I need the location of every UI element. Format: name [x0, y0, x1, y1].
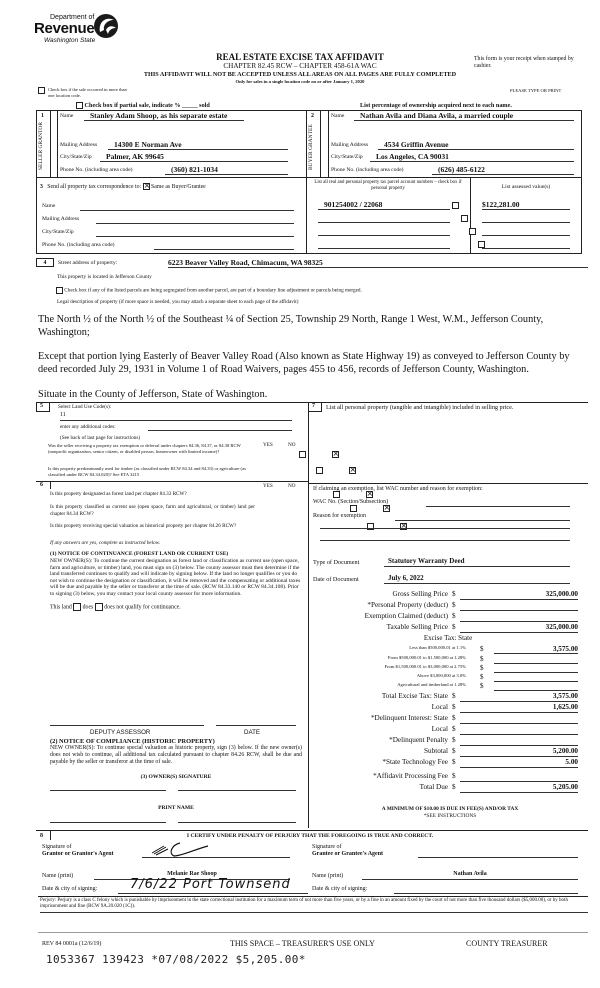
total-state-field[interactable]: 3,575.00: [460, 692, 578, 702]
total-state-label: Total Excise Tax: State: [381, 692, 448, 700]
grantee-signature-label: [312, 844, 383, 858]
corr-address-field[interactable]: [96, 216, 294, 224]
local-tax-field[interactable]: 1,625.00: [460, 703, 578, 713]
grantor-signature-field[interactable]: [142, 843, 290, 858]
reason-field-2[interactable]: [320, 528, 570, 529]
qualify-row: [50, 603, 181, 611]
seller-side-label: SELLER GRANTOR: [38, 121, 44, 170]
tax-tier-field-4[interactable]: [494, 673, 578, 682]
deputy-assessor-label: DEPUTY ASSESSOR: [90, 729, 151, 736]
delinquent-state-label: *Delinquent Interest: State: [370, 714, 448, 722]
grantor-name-field[interactable]: Melanie Rae Shoop: [94, 871, 290, 880]
dor-logo: [34, 10, 134, 50]
seller-city-label: City/State/Zip: [60, 154, 92, 160]
doc-date-field[interactable]: July 6, 2022: [384, 574, 570, 584]
total-due-field[interactable]: 5,205.00: [460, 783, 578, 793]
print-name-label: PRINT NAME: [158, 805, 194, 811]
excise-header: Excise Tax: State: [423, 634, 473, 642]
owner-signature-line-2[interactable]: [178, 790, 296, 791]
currency-symbol: $: [452, 692, 456, 700]
buyer-phone-label: Phone No. (including area code): [331, 167, 404, 173]
designation-q1-yes[interactable]: [333, 491, 340, 498]
tax-tier-row-2: [318, 655, 598, 664]
segregation-checkbox[interactable]: [56, 287, 63, 294]
delinquent-state-field[interactable]: [460, 714, 578, 724]
grantor-name-label: Name (print): [42, 873, 74, 879]
segregation-checkbox-row[interactable]: [56, 287, 362, 294]
corr-phone-field[interactable]: [154, 242, 294, 250]
section-4-number-text: 4: [43, 260, 47, 266]
designation-q2-yes[interactable]: [350, 505, 357, 512]
currency-symbol: $: [480, 645, 484, 653]
corr-city-field[interactable]: [96, 229, 294, 237]
parcel-number-field-1[interactable]: 901254002 / 22068: [318, 200, 450, 210]
exemption-claimed-row: [318, 612, 598, 623]
currency-symbol: $: [452, 772, 456, 780]
land-use-q1-yes[interactable]: [299, 451, 306, 458]
land-use-label: Select Land Use Code(s):: [58, 404, 112, 410]
owner-signature-line-1[interactable]: [50, 790, 166, 791]
land-use-yes-header: YES: [263, 442, 273, 448]
buyer-name-field[interactable]: Nathan Avila and Diana Avila, a married couple: [354, 111, 574, 121]
exemption-label: If claiming an exemption, list WAC number and reason for exemption:: [313, 486, 483, 492]
land-use-q2-yes[interactable]: [316, 467, 323, 474]
delinquent-local-label: Local: [431, 725, 448, 733]
qualify-does-not-checkbox[interactable]: [95, 603, 103, 611]
seller-phone-label: Phone No. (including area code): [60, 167, 133, 173]
section-3-number: 3: [40, 183, 43, 190]
tech-fee-field[interactable]: 5.00: [460, 758, 578, 768]
print-name-line-2[interactable]: [178, 822, 296, 823]
gross-selling-price-field[interactable]: 325,000.00: [460, 590, 578, 600]
delinquent-penalty-row: [318, 736, 598, 747]
seller-name-field[interactable]: Stanley Adam Shoop, as his separate estate: [84, 111, 244, 121]
land-use-q1: Was the seller receiving a property tax exemption or deferral under chapters 84.36, 84.37, or 84.38 RCW (nonprofit organization, senior citizen, or disabled person, homeowner with limited income)?: [48, 443, 241, 454]
total-due-label: Total Due: [419, 783, 448, 791]
land-use-no-header: NO: [288, 442, 296, 448]
grantee-signature-field[interactable]: [418, 843, 578, 858]
seller-phone-field[interactable]: (360) 821-1034: [165, 165, 288, 175]
designation-q1: Is this property designated as forest land per chapter 84.33 RCW?: [50, 491, 187, 497]
delinquent-local-field[interactable]: [460, 725, 578, 735]
notice-1-text: NEW OWNER(S): To continue the current designation as forest land or classification as current use (open space, farm and agriculture, or timber) land, you must sign on (3) below. The county assessor must then determine if the land transferred continues to qualify and will indicate by signing below. If the land no longer qualifies or you do not wish to continue the designation or classification, it will be removed and the compensating or additional taxes will be due and payable by the seller or transferor at the time of sale. (RCW 84.33.140 or RCW 84.34.108). Prior to signing (3) below, you may contact your local county assessor for more information.: [50, 558, 301, 597]
designation-no-header: NO: [288, 483, 296, 489]
assessed-value-field-2[interactable]: [482, 214, 570, 223]
logo-line-3: Washington State: [44, 37, 96, 44]
ownership-note: List percentage of ownership acquired next to each name.: [360, 102, 512, 109]
currency-symbol: $: [452, 601, 456, 609]
designation-q2-no[interactable]: [383, 505, 390, 512]
grantee-name-label: Name (print): [312, 873, 344, 879]
buyer-address-label: Mailing Address: [331, 142, 369, 148]
reason-field-3[interactable]: [320, 540, 570, 541]
currency-symbol: $: [452, 612, 456, 620]
form-subtitle: CHAPTER 82.45 RCW – CHAPTER 458-61A WAC: [223, 62, 377, 70]
county-treasurer: COUNTY TREASURER: [466, 939, 548, 948]
please-print-note: PLEASE TYPE OR PRINT: [510, 88, 562, 93]
partial-sale-checkbox[interactable]: [76, 102, 83, 109]
currency-symbol: $: [452, 758, 456, 766]
delinquent-state-row: [318, 714, 598, 725]
currency-symbol: $: [452, 783, 456, 791]
taxable-selling-price-label: Taxable Selling Price: [386, 623, 448, 631]
tax-tier-field-5[interactable]: [494, 682, 578, 691]
qualify-does-not: does not qualify for continuance.: [104, 604, 181, 611]
parcel-number-field-2[interactable]: [318, 214, 450, 223]
multi-location-checkbox[interactable]: [38, 87, 45, 94]
exemption-claimed-field[interactable]: [460, 612, 578, 622]
section-6-number: 6: [40, 482, 43, 488]
grantor-date-city-field[interactable]: 7/6/22 Port Townsend: [118, 878, 308, 894]
buyer-name-label: Name: [331, 113, 345, 119]
legal-description-label: Legal description of property (if more space is needed, you may attach a separate sheet to each page of the affidavit): [57, 299, 299, 305]
form-id: REV 84 0001a (12/6/19): [42, 941, 102, 947]
owner-signature-label: (3) OWNER(S) SIGNATURE: [140, 774, 212, 780]
grantee-sig-label-2: Grantee or Grantee's Agent: [312, 851, 384, 857]
grantee-date-city-field[interactable]: [394, 886, 578, 894]
corr-city-label: City/State/Zip: [42, 229, 74, 235]
tax-tier-field-1[interactable]: 3,575.00: [494, 645, 578, 654]
currency-symbol: $: [452, 725, 456, 733]
county-line: [57, 274, 152, 280]
personal-property-label: List all personal property (tangible and intangible) included in selling price.: [326, 404, 514, 411]
grantor-date-city-label: Date & city of signing:: [42, 886, 98, 892]
delinquent-penalty-field[interactable]: [460, 736, 578, 746]
assessed-value-field-1[interactable]: $122,281.00: [482, 200, 570, 210]
notice-2-text: NEW OWNER(S): To continue special valuation as historic property, sign (3) below. If the new owner(s) does not wish to continue, all additional tax calculated pursuant to chapter 84.26 RCW, shall be due and payable by the seller or transferor at the time of sale.: [50, 745, 302, 765]
partial-sale-checkbox-row[interactable]: [76, 102, 210, 109]
tax-tier-field-3[interactable]: [494, 664, 578, 673]
tax-tier-label-3: From $1,500,000.01 to $3,000,000 at 2.75%: [384, 664, 466, 669]
subtotal-row: [318, 747, 598, 758]
deputy-assessor-signature-line[interactable]: [50, 725, 204, 726]
currency-symbol: $: [480, 673, 484, 681]
corr-name-label: Name: [42, 203, 56, 209]
buyer-phone-field[interactable]: (626) 485-6122: [432, 165, 574, 175]
seller-city-field[interactable]: Palmer, AK 99645: [100, 152, 288, 162]
parcels-header: List all real and personal property tax parcel account numbers – check box if personal property: [314, 180, 462, 191]
seller-name-label: Name: [60, 113, 74, 119]
personal-property-deduct-label: *Personal Property (deduct): [367, 601, 448, 609]
exemption-claimed-label: Exemption Claimed (deduct): [364, 612, 448, 620]
location-code-note: Only for sales in a single location code on or after January 1, 2020: [235, 79, 365, 84]
treasurer-space: THIS SPACE – TREASURER'S USE ONLY: [230, 939, 375, 948]
street-address-label: Street address of property:: [58, 260, 118, 266]
wac-label: WAC No. (Section/Subsection): [313, 499, 389, 505]
land-use-q2: Is this property predominantly used for timber (as classified under RCW 84.34 and 84.33) or agriculture (as classified under RCW 84.34.020)? See ETA 3215: [48, 466, 246, 477]
total-state-row: [318, 692, 598, 703]
land-use-code-field[interactable]: 11: [60, 412, 292, 421]
personal-property-deduct-row: [318, 601, 598, 612]
currency-symbol: $: [452, 623, 456, 631]
designation-q3: Is this property receiving special valuation as historical property per chapter 84.26 RCW?: [50, 523, 237, 529]
perjury-text: Perjury: Perjury is a class C felony which is punishable by imprisonment in the state correctional institution for a maximum term of not more than five years, or by a fine in an amount fixed by the court of not more than five thousand dollars ($5,000.00), or by both imprisonment and fine (RCW 9A.20.020 (1C)).: [40, 898, 568, 910]
additional-codes-label: enter any additional codes:: [60, 424, 116, 430]
partial-sale-label: Check box if partial sale, indicate % _____ sold: [84, 102, 210, 109]
qualify-does: does: [82, 604, 94, 611]
subtotal-label: Subtotal: [424, 747, 448, 755]
section-2-number: 2: [311, 113, 314, 119]
multi-location-label: Check box if the sale occurred in more than one location code.: [48, 87, 127, 98]
currency-symbol: $: [452, 736, 456, 744]
currency-symbol: $: [452, 703, 456, 711]
correspondence-label: Send all property tax correspondence to:: [47, 183, 142, 190]
tax-tier-label-2: From $500,000.01 to $1,500,000 at 1.28%: [387, 655, 466, 660]
receipt-note: This form is your receipt when stamped by cashier.: [474, 56, 574, 69]
designation-q1-no[interactable]: [366, 491, 373, 498]
print-name-line-1[interactable]: [50, 822, 166, 823]
tax-tier-label-5: Agricultural and timberland at 1.28%: [397, 682, 466, 687]
tax-tier-label-1: Less than $500,000.01 at 1.1%: [409, 645, 466, 650]
tax-tier-row-4: [318, 673, 598, 682]
grantee-name-field[interactable]: Nathan Avila: [362, 871, 578, 880]
gross-selling-price-row: [318, 590, 598, 601]
personal-property-deduct-field[interactable]: [460, 601, 578, 611]
notice-1-title: (1) NOTICE OF CONTINUANCE (FOREST LAND OR CURRENT USE): [50, 551, 229, 557]
county-line-text: This property is located in Jefferson County: [57, 274, 152, 280]
legal-description-p1: The North ½ of the North ½ of the Southeast ¼ of Section 25, Township 29 North, Range 1 West, W.M., Jefferson County, Washington;: [38, 314, 544, 338]
parcel-number-field-4[interactable]: [318, 240, 450, 249]
seller-address-label: Mailing Address: [60, 142, 98, 148]
buyer-city-label: City/State/Zip: [331, 154, 363, 160]
currency-symbol: $: [452, 714, 456, 722]
local-tax-label: Local: [431, 703, 448, 711]
taxable-selling-price-row: [318, 623, 598, 634]
currency-symbol: $: [452, 747, 456, 755]
currency-symbol: $: [452, 590, 456, 598]
buyer-city-field[interactable]: Los Angeles, CA 90031: [370, 152, 574, 162]
additional-codes-field[interactable]: [148, 423, 292, 431]
local-tax-row: [318, 703, 598, 714]
reason-field-1[interactable]: [395, 513, 570, 521]
subtotal-field[interactable]: 5,200.00: [460, 747, 578, 757]
segregation-label: Check box if any of the listed parcels are being segregated from another parcel, are part of a boundary line adjustment or parcels being merged.: [64, 287, 362, 294]
taxable-selling-price-field[interactable]: 325,000.00: [460, 623, 578, 633]
legal-description-p3: Situate in the County of Jefferson, State of Washington.: [38, 389, 268, 400]
processing-fee-row: [318, 772, 598, 783]
personal-property-checkbox-1[interactable]: [452, 202, 459, 209]
parcel-number-field-3[interactable]: [318, 227, 450, 236]
same-as-buyer-label: Same as Buyer/Grantee: [151, 183, 206, 190]
tax-tier-row-1: [318, 645, 598, 654]
delinquent-local-row: [318, 725, 598, 736]
logo-line-1: Department of: [50, 14, 95, 21]
currency-symbol: $: [480, 664, 484, 672]
tax-tier-label-4: Above $3,000,000 at 3.0%: [416, 673, 466, 678]
corr-name-field[interactable]: [80, 203, 294, 211]
grantor-sig-label-1: Signature of: [42, 844, 72, 850]
section-8-number: 8: [40, 833, 43, 839]
processing-fee-label: *Affidavit Processing Fee: [373, 772, 448, 780]
corr-address-label: Mailing Address: [42, 216, 80, 222]
delinquent-penalty-label: *Delinquent Penalty: [389, 736, 448, 744]
section-5-number: 5: [40, 403, 43, 409]
legal-description-p2: Except that portion lying Easterly of Beaver Valley Road (Also known as State Highway 19) as conveyed to Jefferson County by deed recorded July 29, 1931 in Volume 1 of Road Waivers, pages 455 to 456, records of Jefferson County, Washington.: [38, 351, 570, 375]
notice-2-title: (2) NOTICE OF COMPLIANCE (HISTORIC PROPERTY): [50, 738, 215, 745]
designation-yes-header: YES: [263, 483, 273, 489]
assessed-header: List assessed value(s): [501, 184, 551, 190]
gross-selling-price-label: Gross Selling Price: [392, 590, 448, 598]
doc-type-field[interactable]: Statutory Warranty Deed: [384, 557, 570, 567]
completion-warning: THIS AFFIDAVIT WILL NOT BE ACCEPTED UNLESS ALL AREAS ON ALL PAGES ARE FULLY COMPLETED: [143, 71, 457, 78]
total-due-row: [318, 783, 598, 794]
certification-statement: I CERTIFY UNDER PENALTY OF PERJURY THAT THE FOREGOING IS TRUE AND CORRECT.: [186, 833, 434, 839]
section-7-number: 7: [312, 403, 315, 409]
grantee-sig-label-1: Signature of: [312, 844, 342, 850]
assessor-date-line[interactable]: [216, 725, 296, 726]
cashier-stamp: 1053367 139423 *07/08/2022 $5,205.00*: [46, 953, 306, 966]
tech-fee-row: [318, 758, 598, 769]
tech-fee-label: *State Technology Fee: [382, 758, 448, 766]
date-label: DATE: [244, 729, 261, 736]
wac-field[interactable]: [426, 499, 570, 507]
assessed-value-field-4[interactable]: [482, 240, 570, 249]
street-address-field[interactable]: 6223 Beaver Valley Road, Chimacum, WA 98325: [168, 258, 588, 268]
correspondence-header: [40, 183, 206, 190]
tax-tier-field-2[interactable]: [494, 655, 578, 664]
same-as-buyer-checkbox[interactable]: [143, 183, 150, 190]
assessed-value-field-3[interactable]: [482, 227, 570, 236]
processing-fee-field[interactable]: [460, 772, 578, 782]
doc-type-label: Type of Document: [313, 559, 360, 566]
tax-tier-row-3: [318, 664, 598, 673]
designation-if-yes: If any answers are yes, complete as instructed below.: [50, 540, 161, 546]
buyer-side-label: BUYER GRANTEE: [308, 124, 314, 170]
dor-swirl-logo-icon: [92, 12, 120, 40]
section-1-number: 1: [41, 113, 44, 119]
reason-label: Reason for exemption: [313, 513, 366, 519]
tax-tier-row-5: [318, 682, 598, 691]
grantor-signature-label: [42, 844, 114, 858]
doc-date-label: Date of Document: [313, 576, 359, 583]
grantor-sig-label-2: Grantor or Grantor's Agent: [42, 851, 114, 857]
form-title: REAL ESTATE EXCISE TAX AFFIDAVIT: [216, 52, 384, 62]
corr-phone-label: Phone No. (including area code): [42, 242, 115, 248]
grantor-signature-icon: [150, 841, 210, 857]
grantee-date-city-label: Date & city of signing:: [312, 886, 368, 892]
logo-line-2: Revenue: [34, 20, 95, 37]
personal-property-checkbox-2[interactable]: [461, 215, 468, 222]
qualify-does-checkbox[interactable]: [73, 603, 81, 611]
land-use-instructions: (See back of last page for instructions): [60, 435, 141, 441]
personal-property-area[interactable]: [326, 422, 582, 476]
personal-property-checkbox-3[interactable]: [469, 228, 476, 235]
perjury-notice: [40, 898, 588, 913]
minimum-note: A MINIMUM OF $10.00 IS DUE IN FEE(S) AND/OR TAX: [381, 806, 519, 812]
buyer-address-field[interactable]: 4534 Griffin Avenue: [378, 140, 574, 150]
qualify-prefix: This land: [50, 604, 72, 611]
currency-symbol: $: [480, 655, 484, 663]
section-4-number: [36, 258, 54, 267]
designation-q2: Is this property classified as current use (open space, farm and agricultural, or timber) land per chapter 84.34 RCW?: [50, 504, 255, 517]
see-instructions: *SEE INSTRUCTIONS: [423, 813, 477, 819]
seller-address-field[interactable]: 14300 E Norman Ave: [108, 140, 288, 150]
currency-symbol: $: [480, 682, 484, 690]
